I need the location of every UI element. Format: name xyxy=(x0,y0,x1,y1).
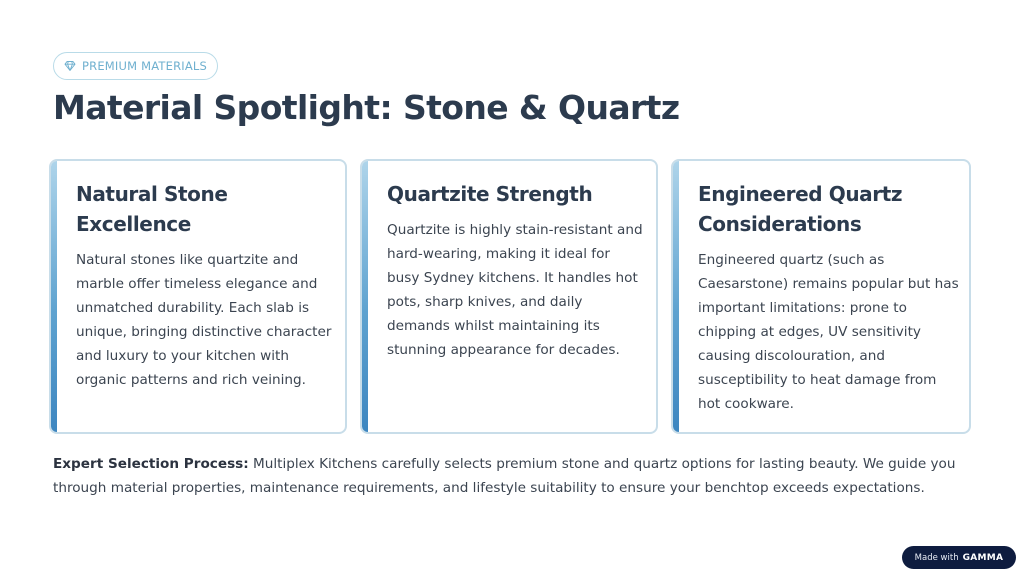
footer-paragraph xyxy=(53,452,973,500)
gem-icon xyxy=(64,60,76,72)
page-title: Material Spotlight: Stone & Quartz xyxy=(53,88,680,127)
badge-label: PREMIUM MATERIALS xyxy=(82,59,208,73)
card-body: Quartzite is highly stain-resistant and hard-wearing, making it ideal for busy Sydney kitchens. It handles hot pots, sharp knives, and daily demands whilst maintaining its stunning appearance for decades. xyxy=(387,222,643,358)
made-with-gamma-badge[interactable] xyxy=(902,546,1016,569)
card-title: Natural Stone Excellence xyxy=(76,182,228,236)
card-accent-bar xyxy=(673,161,679,432)
card-accent-bar xyxy=(51,161,57,432)
footer-text: Multiplex Kitchens carefully selects premium stone and quartz options for lasting beauty. We guide you through material properties, maintenance requirements, and lifestyle suitability to ensure your benchtop exceeds expectations. xyxy=(53,456,956,496)
section-badge xyxy=(53,52,218,80)
gamma-logo: GAMMA xyxy=(962,552,1004,563)
footer-lead: Expert Selection Process: xyxy=(53,456,249,472)
card-natural-stone xyxy=(49,159,347,434)
card-body: Engineered quartz (such as Caesarstone) remains popular but has important limitations: prone to chipping at edges, UV sensitivity causing discolouration, and susceptibility to heat damage from hot cookware. xyxy=(698,252,959,412)
card-title: Engineered Quartz Considerations xyxy=(698,182,903,236)
card-accent-bar xyxy=(362,161,368,432)
card-engineered-quartz xyxy=(671,159,971,434)
made-with-label: Made with xyxy=(914,552,959,563)
card-quartzite-strength xyxy=(360,159,658,434)
card-body: Natural stones like quartzite and marble offer timeless elegance and unmatched durability. Each slab is unique, bringing distinctive character and luxury to your kitchen with organic patterns and rich veining. xyxy=(76,252,332,388)
card-title: Quartzite Strength xyxy=(387,182,593,206)
